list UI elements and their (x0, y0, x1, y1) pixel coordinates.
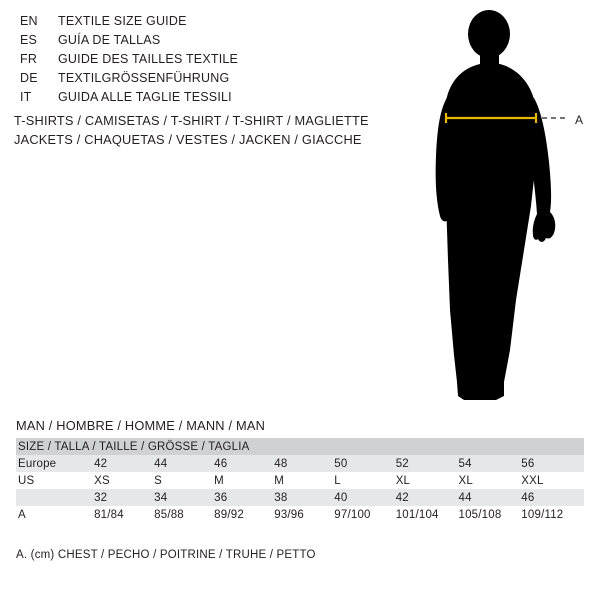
language-text: TEXTILGRÖSSENFÜHRUNG (58, 71, 230, 85)
language-code: EN (20, 14, 38, 28)
language-title-block (20, 14, 350, 109)
table-cell: S (154, 472, 214, 489)
table-cell: 89/92 (214, 506, 274, 523)
table-cell: 34 (154, 489, 214, 506)
language-text: GUIDA ALLE TAGLIE TESSILI (58, 90, 232, 104)
table-cell: 40 (334, 489, 395, 506)
table-cell: 101/104 (396, 506, 459, 523)
silhouette-left-arm (436, 96, 450, 221)
table-cell: 46 (214, 455, 274, 472)
silhouette-torso (444, 64, 537, 392)
body-silhouette-figure (400, 10, 600, 405)
table-cell: 32 (94, 489, 154, 506)
table-row-header (16, 438, 584, 455)
table-cell: 44 (458, 489, 521, 506)
language-text: TEXTILE SIZE GUIDE (58, 14, 187, 28)
language-code: ES (20, 33, 38, 47)
language-row (20, 71, 350, 90)
table-cell: 38 (274, 489, 334, 506)
row-label: A (16, 506, 94, 523)
size-table-wrap (16, 438, 584, 523)
table-cell: 42 (94, 455, 154, 472)
language-code: IT (20, 90, 32, 104)
table-row (16, 489, 584, 506)
table-cell: 105/108 (458, 506, 521, 523)
table-cell: 54 (458, 455, 521, 472)
table-cell: M (274, 472, 334, 489)
silhouette-head (468, 10, 510, 58)
table-cell: 97/100 (334, 506, 395, 523)
table-cell: XS (94, 472, 154, 489)
language-row (20, 52, 350, 71)
table-cell: 42 (396, 489, 459, 506)
table-row (16, 472, 584, 489)
table-group-title: MAN / HOMBRE / HOMME / MANN / MAN (16, 418, 266, 433)
table-cell: 81/84 (94, 506, 154, 523)
table-cell: 46 (521, 489, 584, 506)
table-cell: 48 (274, 455, 334, 472)
table-cell: 50 (334, 455, 395, 472)
category-line-jackets: JACKETS / CHAQUETAS / VESTES / JACKEN / GIACCHE (14, 132, 362, 147)
table-cell: XXL (521, 472, 584, 489)
row-label (16, 489, 94, 506)
table-cell: 44 (154, 455, 214, 472)
language-text: GUÍA DE TALLAS (58, 33, 161, 47)
table-header-label: SIZE / TALLA / TAILLE / GRÖSSE / TAGLIA (16, 438, 584, 455)
table-cell: XL (396, 472, 459, 489)
language-row (20, 14, 350, 33)
size-table (16, 438, 584, 523)
table-cell: 85/88 (154, 506, 214, 523)
language-row (20, 33, 350, 52)
table-cell: 109/112 (521, 506, 584, 523)
language-row (20, 90, 350, 109)
table-cell: 93/96 (274, 506, 334, 523)
language-code: FR (20, 52, 38, 66)
table-footnote: A. (cm) CHEST / PECHO / POITRINE / TRUHE / PETTO (16, 549, 316, 561)
table-cell: 52 (396, 455, 459, 472)
row-label: US (16, 472, 94, 489)
table-row (16, 506, 584, 523)
row-label: Europe (16, 455, 94, 472)
category-line-tshirts: T-SHIRTS / CAMISETAS / T-SHIRT / T-SHIRT / MAGLIETTE (14, 113, 369, 128)
garment-category-block (14, 111, 414, 149)
table-cell: L (334, 472, 395, 489)
silhouette-feet (457, 382, 504, 400)
silhouette-svg (400, 10, 600, 405)
language-code: DE (20, 71, 38, 85)
table-cell: M (214, 472, 274, 489)
table-cell: XL (458, 472, 521, 489)
table-cell: 56 (521, 455, 584, 472)
table-row (16, 455, 584, 472)
language-text: GUIDE DES TAILLES TEXTILE (58, 52, 239, 66)
chest-measure-label: A (575, 113, 584, 127)
table-cell: 36 (214, 489, 274, 506)
